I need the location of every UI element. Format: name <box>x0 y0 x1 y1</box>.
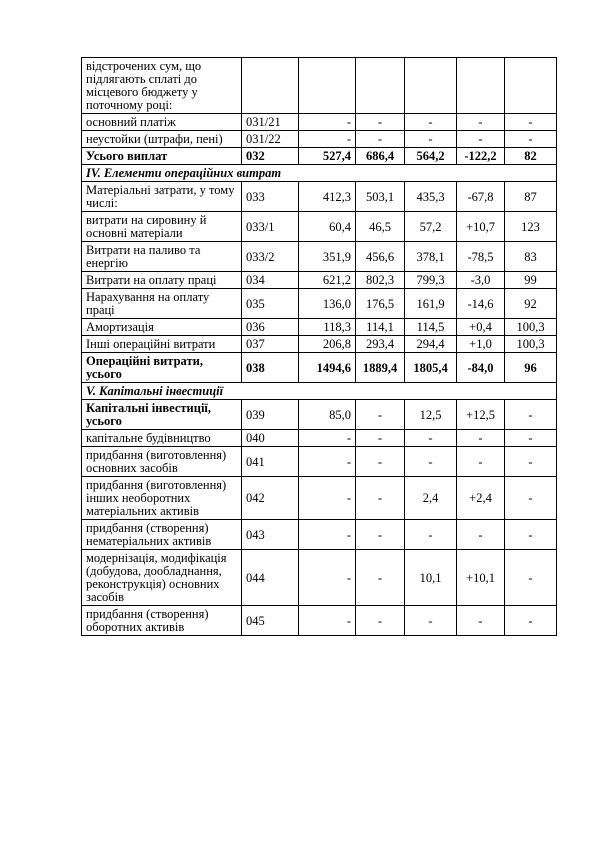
value-cell-4: - <box>457 131 505 148</box>
value-cell-5: - <box>505 606 557 636</box>
value-cell-5: - <box>505 477 557 520</box>
value-cell-4: +2,4 <box>457 477 505 520</box>
value-cell-1: 621,2 <box>299 272 356 289</box>
value-cell-1: 527,4 <box>299 148 356 165</box>
row-name-cell: відстрочених сум, що підлягають сплаті до місцевого бюджету у поточному році: <box>82 58 242 114</box>
section-header-row <box>82 383 557 400</box>
value-cell-1: - <box>299 477 356 520</box>
row-code-cell: 035 <box>242 289 299 319</box>
value-cell-5: - <box>505 131 557 148</box>
row-code-cell: 034 <box>242 272 299 289</box>
value-cell-3: - <box>405 430 457 447</box>
section-header-row <box>82 165 557 182</box>
value-cell-4: +12,5 <box>457 400 505 430</box>
value-cell-2: - <box>356 477 405 520</box>
row-code-cell: 031/22 <box>242 131 299 148</box>
table-body <box>82 58 557 636</box>
row-code-cell: 031/21 <box>242 114 299 131</box>
value-cell-3: 57,2 <box>405 212 457 242</box>
value-cell-5: - <box>505 400 557 430</box>
value-cell-1: 136,0 <box>299 289 356 319</box>
row-name-cell: витрати на сировину й основні матеріали <box>82 212 242 242</box>
value-cell-3: 10,1 <box>405 550 457 606</box>
section-title: IV. Елементи операційних витрат <box>82 165 557 182</box>
value-cell-4: - <box>457 430 505 447</box>
table-row <box>82 336 557 353</box>
value-cell-3: 1805,4 <box>405 353 457 383</box>
table-row <box>82 550 557 606</box>
row-code-cell <box>242 58 299 114</box>
value-cell-5: 96 <box>505 353 557 383</box>
value-cell-2: - <box>356 606 405 636</box>
row-name-cell: Матеріальні затрати, у тому числі: <box>82 182 242 212</box>
table-row <box>82 212 557 242</box>
value-cell-2: - <box>356 131 405 148</box>
value-cell-3: 12,5 <box>405 400 457 430</box>
row-name-cell: придбання (виготовлення) основних засобів <box>82 447 242 477</box>
value-cell-1: 118,3 <box>299 319 356 336</box>
row-name-cell: Операційні витрати, усього <box>82 353 242 383</box>
value-cell-2: - <box>356 400 405 430</box>
table-row <box>82 131 557 148</box>
row-code-cell: 039 <box>242 400 299 430</box>
value-cell-2: - <box>356 430 405 447</box>
value-cell-3: 2,4 <box>405 477 457 520</box>
value-cell-3: 294,4 <box>405 336 457 353</box>
row-code-cell: 042 <box>242 477 299 520</box>
value-cell-5: 100,3 <box>505 319 557 336</box>
value-cell-2: 114,1 <box>356 319 405 336</box>
value-cell-4: -14,6 <box>457 289 505 319</box>
value-cell-5: 99 <box>505 272 557 289</box>
value-cell-2: 802,3 <box>356 272 405 289</box>
value-cell-5: - <box>505 520 557 550</box>
row-name-cell: Амортизація <box>82 319 242 336</box>
row-code-cell: 043 <box>242 520 299 550</box>
value-cell-5: 92 <box>505 289 557 319</box>
value-cell-1: - <box>299 114 356 131</box>
table-row <box>82 58 557 114</box>
table-row <box>82 447 557 477</box>
value-cell-4: +0,4 <box>457 319 505 336</box>
value-cell-1: 1494,6 <box>299 353 356 383</box>
value-cell-3: 435,3 <box>405 182 457 212</box>
value-cell-2: 1889,4 <box>356 353 405 383</box>
value-cell-5 <box>505 58 557 114</box>
value-cell-2: - <box>356 447 405 477</box>
value-cell-4: -122,2 <box>457 148 505 165</box>
value-cell-1: - <box>299 430 356 447</box>
value-cell-4: -3,0 <box>457 272 505 289</box>
section-title: V. Капітальні інвестиції <box>82 383 557 400</box>
value-cell-1: - <box>299 131 356 148</box>
value-cell-4: -78,5 <box>457 242 505 272</box>
row-code-cell: 045 <box>242 606 299 636</box>
row-code-cell: 044 <box>242 550 299 606</box>
value-cell-4: +10,7 <box>457 212 505 242</box>
value-cell-1 <box>299 58 356 114</box>
row-name-cell: Витрати на оплату праці <box>82 272 242 289</box>
value-cell-5: - <box>505 430 557 447</box>
value-cell-3 <box>405 58 457 114</box>
value-cell-3: - <box>405 606 457 636</box>
value-cell-3: - <box>405 131 457 148</box>
row-name-cell: модернізація, модифікація (добудова, дообладнання, реконструкція) основних засобів <box>82 550 242 606</box>
value-cell-1: - <box>299 520 356 550</box>
table-row <box>82 148 557 165</box>
value-cell-4: - <box>457 606 505 636</box>
row-code-cell: 033 <box>242 182 299 212</box>
value-cell-2 <box>356 58 405 114</box>
value-cell-3: 161,9 <box>405 289 457 319</box>
row-name-cell: Нарахування на оплату праці <box>82 289 242 319</box>
value-cell-5: 83 <box>505 242 557 272</box>
row-name-cell: капітальне будівництво <box>82 430 242 447</box>
value-cell-1: 60,4 <box>299 212 356 242</box>
value-cell-4: +10,1 <box>457 550 505 606</box>
value-cell-1: 351,9 <box>299 242 356 272</box>
row-code-cell: 041 <box>242 447 299 477</box>
value-cell-2: 503,1 <box>356 182 405 212</box>
table-row <box>82 319 557 336</box>
table-row <box>82 242 557 272</box>
row-code-cell: 036 <box>242 319 299 336</box>
value-cell-3: 564,2 <box>405 148 457 165</box>
table-row <box>82 430 557 447</box>
value-cell-3: - <box>405 520 457 550</box>
row-code-cell: 033/2 <box>242 242 299 272</box>
table-row <box>82 520 557 550</box>
row-name-cell: придбання (створення) нематеріальних активів <box>82 520 242 550</box>
row-name-cell: придбання (створення) оборотних активів <box>82 606 242 636</box>
value-cell-2: - <box>356 550 405 606</box>
row-name-cell: основний платіж <box>82 114 242 131</box>
row-name-cell: Капітальні інвестиції, усього <box>82 400 242 430</box>
value-cell-1: 206,8 <box>299 336 356 353</box>
row-code-cell: 038 <box>242 353 299 383</box>
value-cell-5: 123 <box>505 212 557 242</box>
value-cell-2: 456,6 <box>356 242 405 272</box>
row-code-cell: 033/1 <box>242 212 299 242</box>
financial-plan-table <box>81 57 557 636</box>
value-cell-2: 686,4 <box>356 148 405 165</box>
table-row <box>82 353 557 383</box>
row-name-cell: Усього виплат <box>82 148 242 165</box>
value-cell-2: 46,5 <box>356 212 405 242</box>
row-name-cell: неустойки (штрафи, пені) <box>82 131 242 148</box>
value-cell-1: 85,0 <box>299 400 356 430</box>
value-cell-4: - <box>457 447 505 477</box>
value-cell-3: - <box>405 447 457 477</box>
table-row <box>82 400 557 430</box>
table-row <box>82 477 557 520</box>
value-cell-5: - <box>505 114 557 131</box>
value-cell-3: 799,3 <box>405 272 457 289</box>
value-cell-3: - <box>405 114 457 131</box>
table-row <box>82 272 557 289</box>
value-cell-4 <box>457 58 505 114</box>
row-name-cell: придбання (виготовлення) інших необоротних матеріальних активів <box>82 477 242 520</box>
row-code-cell: 040 <box>242 430 299 447</box>
value-cell-3: 114,5 <box>405 319 457 336</box>
value-cell-4: -67,8 <box>457 182 505 212</box>
table-row <box>82 182 557 212</box>
row-name-cell: Інші операційні витрати <box>82 336 242 353</box>
value-cell-5: - <box>505 447 557 477</box>
row-code-cell: 032 <box>242 148 299 165</box>
value-cell-4: - <box>457 114 505 131</box>
value-cell-5: 100,3 <box>505 336 557 353</box>
value-cell-4: +1,0 <box>457 336 505 353</box>
value-cell-4: - <box>457 520 505 550</box>
row-code-cell: 037 <box>242 336 299 353</box>
table-row <box>82 114 557 131</box>
row-name-cell: Витрати на паливо та енергію <box>82 242 242 272</box>
value-cell-5: 82 <box>505 148 557 165</box>
value-cell-5: - <box>505 550 557 606</box>
value-cell-2: - <box>356 520 405 550</box>
table-row <box>82 606 557 636</box>
value-cell-2: - <box>356 114 405 131</box>
table-row <box>82 289 557 319</box>
value-cell-3: 378,1 <box>405 242 457 272</box>
value-cell-2: 176,5 <box>356 289 405 319</box>
value-cell-1: - <box>299 550 356 606</box>
value-cell-4: -84,0 <box>457 353 505 383</box>
value-cell-1: - <box>299 447 356 477</box>
value-cell-2: 293,4 <box>356 336 405 353</box>
value-cell-5: 87 <box>505 182 557 212</box>
value-cell-1: 412,3 <box>299 182 356 212</box>
value-cell-1: - <box>299 606 356 636</box>
